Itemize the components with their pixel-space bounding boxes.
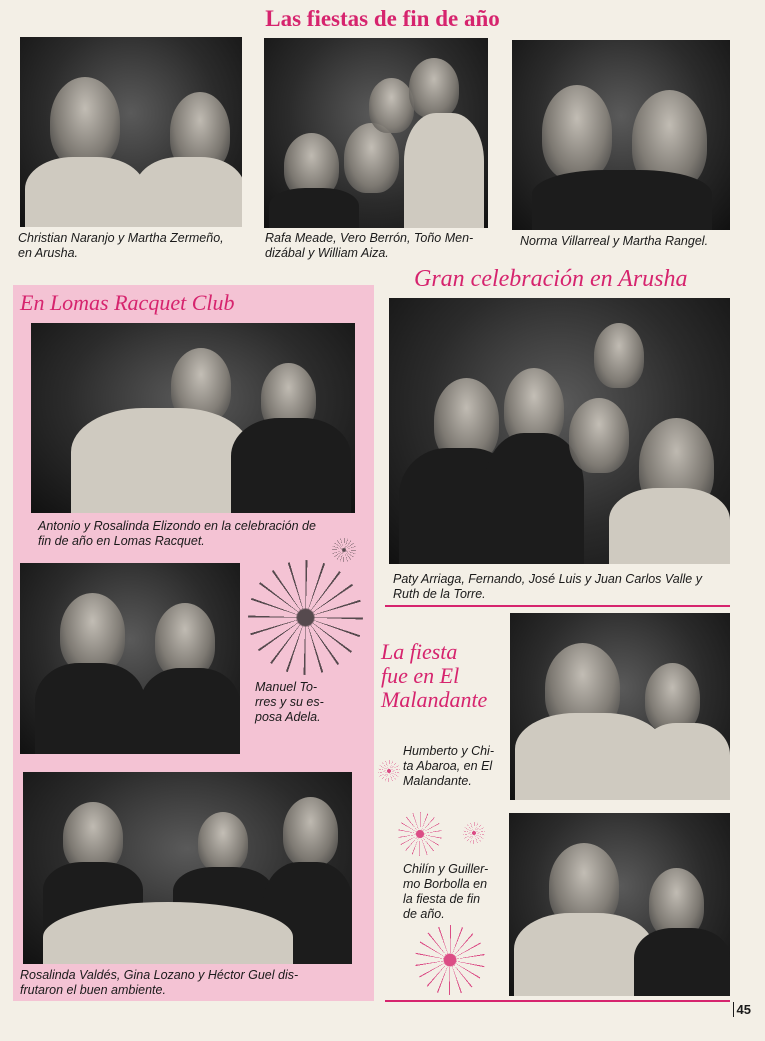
caption-manuel-torres-adela: Manuel To- rres y su es- posa Adela.	[255, 680, 324, 724]
firework-decoration	[378, 760, 400, 782]
caption-meade-berron-mendizabal-aiza: Rafa Meade, Vero Berrón, Toño Men- dizábal y William Aiza.	[265, 231, 474, 260]
section-title-arusha: Gran celebración en Arusha	[414, 266, 688, 292]
photo-arriaga-valle-torre	[389, 298, 730, 564]
page-title: Las fiestas de fin de año	[265, 6, 500, 31]
firework-decoration	[248, 560, 363, 675]
caption-arriaga-valle-torre: Paty Arriaga, Fernando, José Luis y Juan Carlos Valle y Ruth de la Torre.	[393, 572, 702, 601]
firework-decoration	[332, 538, 356, 562]
caption-chilin-guillermo-borbolla: Chilín y Guiller- mo Borbolla en la fiesta de fin de año.	[403, 862, 489, 921]
divider-rule	[385, 605, 730, 607]
photo-valdes-lozano-guel	[23, 772, 352, 964]
firework-decoration	[463, 822, 485, 844]
caption-naranjo-zermeno: Christian Naranjo y Martha Zermeño, en Arusha.	[18, 231, 224, 260]
photo-chilin-guillermo-borbolla	[509, 813, 730, 996]
caption-valdes-lozano-guel: Rosalinda Valdés, Gina Lozano y Héctor Guel dis- frutaron el buen ambiente.	[20, 968, 299, 997]
section-title-malandante: La fiesta fue en El Malandante	[381, 639, 488, 712]
photo-humberto-chita-abaroa	[510, 613, 730, 800]
firework-decoration	[415, 925, 485, 995]
photo-villarreal-rangel	[512, 40, 730, 230]
divider-rule	[385, 1000, 730, 1002]
photo-naranjo-zermeno	[20, 37, 242, 227]
caption-humberto-chita-abaroa: Humberto y Chi- ta Abaroa, en El Malandante.	[403, 744, 494, 788]
caption-villarreal-rangel: Norma Villarreal y Martha Rangel.	[520, 234, 709, 248]
photo-manuel-torres-adela	[20, 563, 240, 754]
page-number: 45	[733, 1002, 751, 1017]
firework-decoration	[398, 812, 442, 856]
caption-antonio-rosalinda-elizondo: Antonio y Rosalinda Elizondo en la celebración de fin de año en Lomas Racquet.	[38, 519, 316, 548]
section-title-lomas: En Lomas Racquet Club	[20, 290, 235, 315]
photo-antonio-rosalinda-elizondo	[31, 323, 355, 513]
photo-meade-berron-mendizabal-aiza	[264, 38, 488, 228]
